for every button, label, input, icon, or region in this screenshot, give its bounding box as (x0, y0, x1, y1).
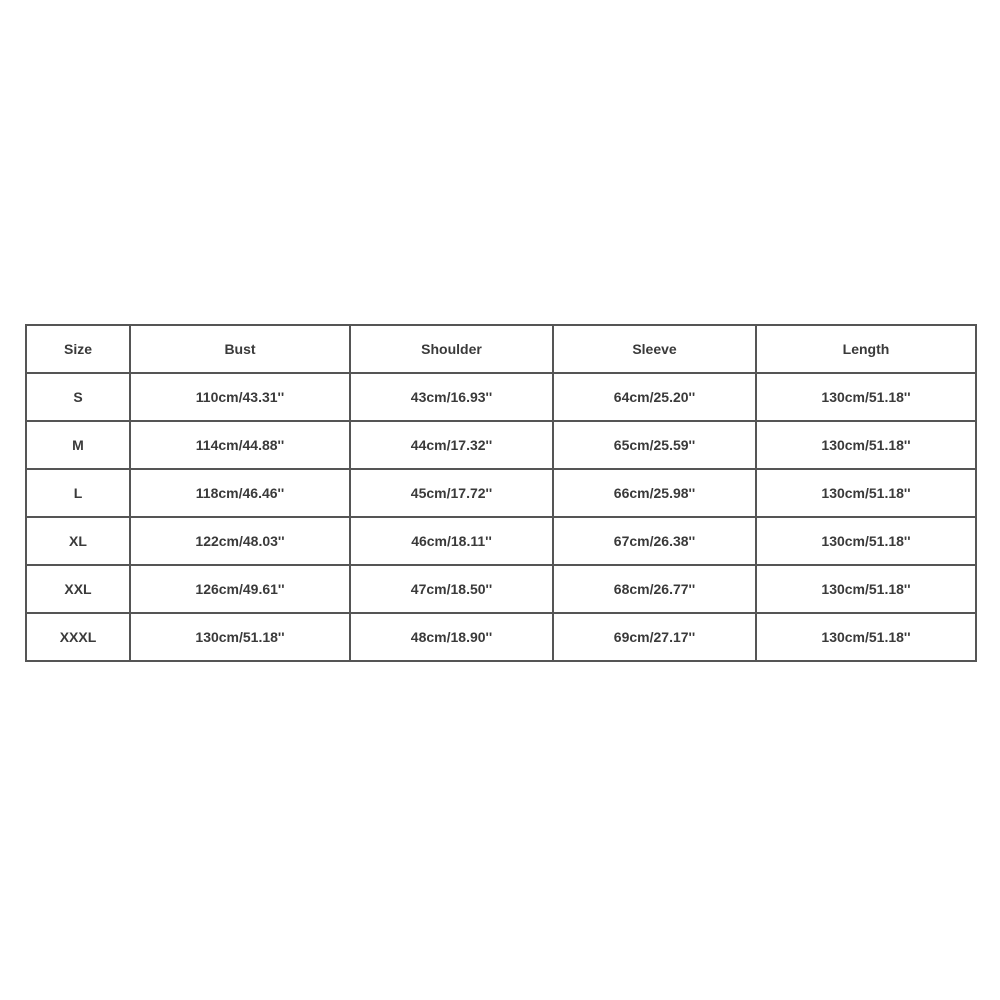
header-sleeve: Sleeve (553, 325, 756, 373)
cell-bust: 122cm/48.03'' (130, 517, 350, 565)
cell-length: 130cm/51.18'' (756, 469, 976, 517)
cell-shoulder: 43cm/16.93'' (350, 373, 553, 421)
cell-shoulder: 44cm/17.32'' (350, 421, 553, 469)
cell-bust: 114cm/44.88'' (130, 421, 350, 469)
table-row (26, 613, 976, 661)
table-row (26, 565, 976, 613)
header-row (26, 325, 976, 373)
header-shoulder: Shoulder (350, 325, 553, 373)
cell-size: L (26, 469, 130, 517)
cell-bust: 118cm/46.46'' (130, 469, 350, 517)
cell-size: XXL (26, 565, 130, 613)
cell-sleeve: 67cm/26.38'' (553, 517, 756, 565)
table-row (26, 517, 976, 565)
cell-shoulder: 46cm/18.11'' (350, 517, 553, 565)
cell-length: 130cm/51.18'' (756, 421, 976, 469)
header-size: Size (26, 325, 130, 373)
cell-sleeve: 64cm/25.20'' (553, 373, 756, 421)
cell-length: 130cm/51.18'' (756, 565, 976, 613)
cell-size: S (26, 373, 130, 421)
cell-sleeve: 66cm/25.98'' (553, 469, 756, 517)
table-row (26, 469, 976, 517)
cell-length: 130cm/51.18'' (756, 613, 976, 661)
cell-shoulder: 47cm/18.50'' (350, 565, 553, 613)
header-length: Length (756, 325, 976, 373)
cell-length: 130cm/51.18'' (756, 517, 976, 565)
size-chart-table (25, 324, 977, 662)
cell-sleeve: 65cm/25.59'' (553, 421, 756, 469)
cell-bust: 126cm/49.61'' (130, 565, 350, 613)
cell-bust: 110cm/43.31'' (130, 373, 350, 421)
cell-size: XL (26, 517, 130, 565)
table-row (26, 421, 976, 469)
cell-sleeve: 68cm/26.77'' (553, 565, 756, 613)
cell-size: XXXL (26, 613, 130, 661)
header-bust: Bust (130, 325, 350, 373)
cell-shoulder: 45cm/17.72'' (350, 469, 553, 517)
cell-length: 130cm/51.18'' (756, 373, 976, 421)
table-row (26, 373, 976, 421)
cell-shoulder: 48cm/18.90'' (350, 613, 553, 661)
cell-bust: 130cm/51.18'' (130, 613, 350, 661)
cell-sleeve: 69cm/27.17'' (553, 613, 756, 661)
cell-size: M (26, 421, 130, 469)
